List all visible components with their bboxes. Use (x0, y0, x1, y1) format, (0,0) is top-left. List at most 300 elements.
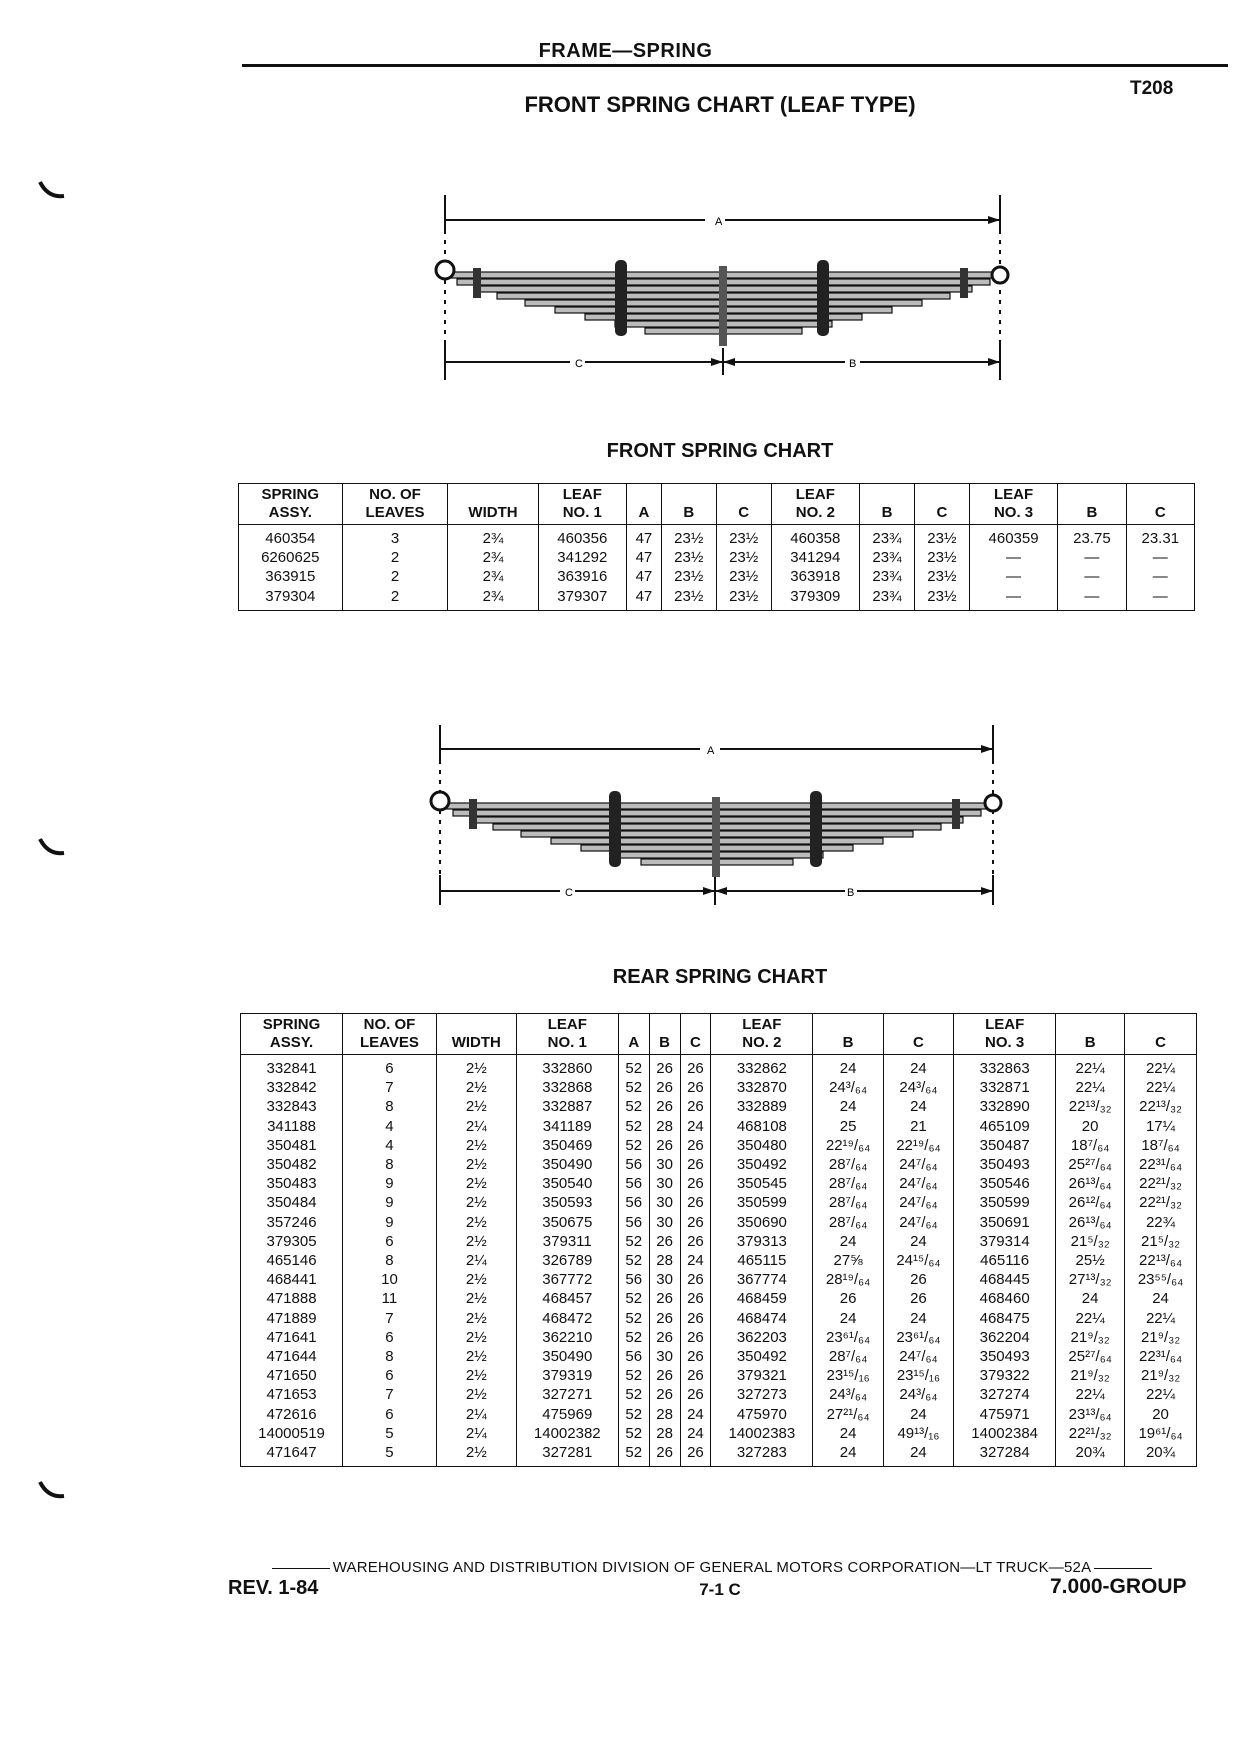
table-cell: 362204 (954, 1328, 1056, 1347)
table-cell: 2½ (436, 1443, 516, 1467)
table-cell: 26¹³/₆₄ (1056, 1174, 1125, 1193)
table-cell: 379311 (516, 1232, 618, 1251)
table-row (241, 1309, 1197, 1328)
table-cell: 24⁷/₆₄ (883, 1155, 953, 1174)
table-cell: 332862 (711, 1055, 813, 1079)
table-cell: 28⁷/₆₄ (813, 1174, 883, 1193)
table-cell: 363915 (239, 567, 343, 586)
table-cell: 25½ (1056, 1251, 1125, 1270)
table-cell: 24 (813, 1055, 883, 1079)
table-cell: 14002383 (711, 1424, 813, 1443)
table-cell: 472616 (241, 1405, 343, 1424)
table-cell: 22¹³/₆₄ (1125, 1251, 1197, 1270)
table-cell: 30 (649, 1155, 680, 1174)
table-cell: 22³¹/₆₄ (1125, 1347, 1197, 1366)
table-cell: 23.75 (1058, 525, 1126, 549)
table-cell: 22¹³/₃₂ (1125, 1097, 1197, 1116)
table-cell: 21⁵/₃₂ (1125, 1232, 1197, 1251)
table-cell: 2 (342, 587, 448, 611)
table-cell: 24 (813, 1232, 883, 1251)
table-cell: 4 (343, 1136, 437, 1155)
table-cell: 2¾ (448, 548, 538, 567)
table-cell: 24¹⁵/₆₄ (883, 1251, 953, 1270)
table-cell: 23⁵⁵/₆₄ (1125, 1270, 1197, 1289)
table-cell: 52 (618, 1385, 649, 1404)
table-cell: 22¼ (1125, 1078, 1197, 1097)
table-cell: 26 (649, 1232, 680, 1251)
table-cell: 20¾ (1125, 1443, 1197, 1467)
table-cell: 52 (618, 1443, 649, 1467)
table-cell: 327273 (711, 1385, 813, 1404)
table-cell: 23½ (716, 567, 771, 586)
table-cell: 28 (649, 1405, 680, 1424)
table-cell: 30 (649, 1174, 680, 1193)
table-cell: 28 (649, 1424, 680, 1443)
table-cell: 26 (680, 1270, 711, 1289)
column-header: WIDTH (448, 484, 538, 525)
table-cell: 357246 (241, 1213, 343, 1232)
table-cell: 2¼ (436, 1405, 516, 1424)
table-cell: 332841 (241, 1055, 343, 1079)
table-cell: 24⁷/₆₄ (883, 1347, 953, 1366)
table-cell: 23¹⁵/₁₆ (883, 1366, 953, 1385)
footer-dash (272, 1568, 330, 1569)
table-cell: 22¹⁹/₆₄ (883, 1136, 953, 1155)
table-cell: 3 (342, 525, 448, 549)
table-cell: 21 (883, 1117, 953, 1136)
table-cell: 27⅝ (813, 1251, 883, 1270)
table-cell: 22¼ (1056, 1078, 1125, 1097)
table-cell: 350481 (241, 1136, 343, 1155)
table-cell: 22¼ (1056, 1385, 1125, 1404)
table-cell: 22¹⁹/₆₄ (813, 1136, 883, 1155)
table-cell: 22¼ (1125, 1385, 1197, 1404)
table-row (241, 1055, 1197, 1079)
table-cell: 7 (343, 1309, 437, 1328)
table-cell: 23¾ (860, 587, 915, 611)
table-cell: 26 (680, 1174, 711, 1193)
table-cell: 52 (618, 1309, 649, 1328)
table-cell: 24 (883, 1443, 953, 1467)
table-cell: 14002384 (954, 1424, 1056, 1443)
dimension-a-label: A (715, 216, 723, 228)
table-cell: 468472 (516, 1309, 618, 1328)
table-cell: 332870 (711, 1078, 813, 1097)
table-cell: 22²¹/₃₂ (1125, 1193, 1197, 1212)
table-cell: 468459 (711, 1289, 813, 1308)
revision-label: REV. 1-84 (228, 1577, 319, 1599)
table-cell: 20¾ (1056, 1443, 1125, 1467)
table-cell: 52 (618, 1289, 649, 1308)
table-cell: 52 (618, 1136, 649, 1155)
table-cell: 2 (342, 567, 448, 586)
table-cell: 332842 (241, 1078, 343, 1097)
table-row (241, 1328, 1197, 1347)
table-cell: 28 (649, 1251, 680, 1270)
table-cell: 6 (343, 1366, 437, 1385)
table-cell: 8 (343, 1155, 437, 1174)
table-cell: 14000519 (241, 1424, 343, 1443)
table-cell: 23½ (914, 587, 969, 611)
table-cell: 2 (342, 548, 448, 567)
table-cell: 465116 (954, 1251, 1056, 1270)
table-cell: 471889 (241, 1309, 343, 1328)
rear-spring-diagram (425, 725, 1015, 935)
table-cell: 30 (649, 1213, 680, 1232)
table-cell: 18⁷/₆₄ (1056, 1136, 1125, 1155)
table-row (241, 1097, 1197, 1116)
table-cell: — (1058, 567, 1126, 586)
column-header: C (914, 484, 969, 525)
table-cell: 26 (649, 1385, 680, 1404)
group-label: 7.000-GROUP (1050, 1575, 1187, 1598)
table-row (241, 1424, 1197, 1443)
table-cell: 52 (618, 1251, 649, 1270)
table-cell: 25²⁷/₆₄ (1056, 1155, 1125, 1174)
table-cell: 26 (813, 1289, 883, 1308)
dimension-a-label: A (707, 745, 715, 757)
table-row (241, 1289, 1197, 1308)
column-header: WIDTH (436, 1014, 516, 1055)
table-cell: 465146 (241, 1251, 343, 1270)
table-cell: 30 (649, 1193, 680, 1212)
table-cell: 22¾ (1125, 1213, 1197, 1232)
table-cell: 6 (343, 1232, 437, 1251)
table-cell: 25²⁷/₆₄ (1056, 1347, 1125, 1366)
table-cell: 26¹³/₆₄ (1056, 1213, 1125, 1232)
table-cell: 28⁷/₆₄ (813, 1193, 883, 1212)
table-cell: 22²¹/₃₂ (1056, 1424, 1125, 1443)
table-cell: 475969 (516, 1405, 618, 1424)
table-cell: 47 (627, 548, 662, 567)
table-cell: 7 (343, 1078, 437, 1097)
table-cell: 26 (680, 1193, 711, 1212)
table-cell: 24 (883, 1309, 953, 1328)
table-cell: 350469 (516, 1136, 618, 1155)
table-cell: 23½ (661, 525, 716, 549)
column-header: B (1056, 1014, 1125, 1055)
footer-dash (1094, 1568, 1152, 1569)
table-cell: 2½ (436, 1328, 516, 1347)
table-cell: 24 (883, 1055, 953, 1079)
table-cell: 2½ (436, 1289, 516, 1308)
table-cell: 26 (680, 1347, 711, 1366)
table-cell: 460359 (969, 525, 1057, 549)
table-cell: 326789 (516, 1251, 618, 1270)
table-cell: 350675 (516, 1213, 618, 1232)
table-cell: 21⁵/₃₂ (1056, 1232, 1125, 1251)
table-cell: 327284 (954, 1443, 1056, 1467)
table-cell: 468441 (241, 1270, 343, 1289)
table-cell: 26 (649, 1328, 680, 1347)
front-spring-table (238, 483, 1195, 611)
table-cell: 24³/₆₄ (813, 1078, 883, 1097)
table-cell: 26 (680, 1443, 711, 1467)
dimension-b-label: B (847, 887, 855, 899)
table-cell: 23½ (914, 567, 969, 586)
table-cell: 26 (680, 1155, 711, 1174)
table-cell: 332887 (516, 1097, 618, 1116)
table-cell: 2¼ (436, 1251, 516, 1270)
table-cell: 52 (618, 1078, 649, 1097)
table-cell: 47 (627, 525, 662, 549)
table-row (241, 1213, 1197, 1232)
table-cell: 379309 (771, 587, 859, 611)
table-cell: 23¹³/₆₄ (1056, 1405, 1125, 1424)
table-cell: 379314 (954, 1232, 1056, 1251)
table-row (241, 1270, 1197, 1289)
table-cell: 28¹⁹/₆₄ (813, 1270, 883, 1289)
rear-chart-title: REAR SPRING CHART (612, 966, 828, 988)
table-row (239, 587, 1195, 611)
table-cell: 52 (618, 1424, 649, 1443)
table-cell: 327281 (516, 1443, 618, 1467)
table-cell: 350593 (516, 1193, 618, 1212)
table-cell: 24⁷/₆₄ (883, 1213, 953, 1232)
table-row (241, 1347, 1197, 1366)
table-cell: 2½ (436, 1309, 516, 1328)
table-cell: 23½ (914, 548, 969, 567)
table-cell: — (1058, 548, 1126, 567)
dimension-c-label: C (575, 358, 583, 370)
table-cell: 24⁷/₆₄ (883, 1193, 953, 1212)
table-cell: 24 (813, 1443, 883, 1467)
table-cell: 2½ (436, 1366, 516, 1385)
table-cell: 350493 (954, 1155, 1056, 1174)
table-cell: 350599 (711, 1193, 813, 1212)
column-header: LEAF NO. 2 (711, 1014, 813, 1055)
table-cell: 2½ (436, 1193, 516, 1212)
table-cell: 2½ (436, 1055, 516, 1079)
table-cell: 5 (343, 1424, 437, 1443)
table-cell: 6 (343, 1405, 437, 1424)
table-row (241, 1251, 1197, 1270)
table-cell: 2½ (436, 1078, 516, 1097)
table-cell: 21⁹/₃₂ (1125, 1328, 1197, 1347)
table-cell: 24 (883, 1232, 953, 1251)
table-cell: — (1126, 548, 1194, 567)
table-cell: 471653 (241, 1385, 343, 1404)
table-cell: 327271 (516, 1385, 618, 1404)
binder-hole-mark (38, 835, 66, 861)
table-cell: 363918 (771, 567, 859, 586)
table-cell: 24 (680, 1405, 711, 1424)
table-cell: 26 (680, 1078, 711, 1097)
table-cell: 30 (649, 1347, 680, 1366)
table-cell: 23½ (914, 525, 969, 549)
table-cell: 367772 (516, 1270, 618, 1289)
table-cell: 21⁹/₃₂ (1125, 1366, 1197, 1385)
table-cell: 23½ (661, 587, 716, 611)
table-cell: 21⁹/₃₂ (1056, 1366, 1125, 1385)
table-cell: 379321 (711, 1366, 813, 1385)
header-rule (242, 64, 1228, 67)
table-cell: 52 (618, 1366, 649, 1385)
table-cell: 22¼ (1125, 1309, 1197, 1328)
table-cell: 341189 (516, 1117, 618, 1136)
page-header-title: FRAME—SPRING (538, 40, 713, 62)
table-cell: 332890 (954, 1097, 1056, 1116)
table-cell: 2¾ (448, 587, 538, 611)
front-chart-title: FRONT SPRING CHART (606, 440, 834, 462)
table-cell: 468475 (954, 1309, 1056, 1328)
table-cell: — (1126, 567, 1194, 586)
column-header: C (1125, 1014, 1197, 1055)
table-cell: 379319 (516, 1366, 618, 1385)
table-cell: 23½ (716, 587, 771, 611)
table-cell: 362203 (711, 1328, 813, 1347)
column-header: A (627, 484, 662, 525)
table-cell: 2½ (436, 1232, 516, 1251)
table-cell: 468445 (954, 1270, 1056, 1289)
table-cell: 379304 (239, 587, 343, 611)
chart-heading: FRONT SPRING CHART (LEAF TYPE) (524, 92, 916, 117)
table-cell: 24 (1125, 1289, 1197, 1308)
table-cell: 22³¹/₆₄ (1125, 1155, 1197, 1174)
table-cell: 21⁹/₃₂ (1056, 1328, 1125, 1347)
table-cell: 332843 (241, 1097, 343, 1116)
table-cell: 17¼ (1125, 1117, 1197, 1136)
table-cell: 52 (618, 1405, 649, 1424)
table-cell: 332860 (516, 1055, 618, 1079)
table-cell: 350482 (241, 1155, 343, 1174)
table-cell: 24 (1056, 1289, 1125, 1308)
column-header: B (649, 1014, 680, 1055)
table-row (239, 525, 1195, 549)
table-cell: 56 (618, 1193, 649, 1212)
table-cell: 350487 (954, 1136, 1056, 1155)
table-cell: 2½ (436, 1097, 516, 1116)
table-cell: 23⁶¹/₆₄ (813, 1328, 883, 1347)
table-cell: 367774 (711, 1270, 813, 1289)
table-cell: 26 (680, 1055, 711, 1079)
footer-division-text: WAREHOUSING AND DISTRIBUTION DIVISION OF GENERAL MOTORS CORPORATION—LT TRUCK—52A (332, 1559, 1092, 1576)
table-cell: 26 (649, 1443, 680, 1467)
table-cell: 2½ (436, 1385, 516, 1404)
table-cell: 20 (1056, 1117, 1125, 1136)
table-cell: 26 (883, 1289, 953, 1308)
table-cell: 27¹³/₃₂ (1056, 1270, 1125, 1289)
table-cell: 341294 (771, 548, 859, 567)
table-cell: 56 (618, 1270, 649, 1289)
table-cell: 10 (343, 1270, 437, 1289)
table-cell: 24³/₆₄ (813, 1385, 883, 1404)
table-cell: 24 (680, 1424, 711, 1443)
table-cell: 460356 (538, 525, 626, 549)
table-cell: 350484 (241, 1193, 343, 1212)
table-cell: 23¹⁵/₁₆ (813, 1366, 883, 1385)
table-row (241, 1078, 1197, 1097)
table-cell: — (1126, 587, 1194, 611)
table-cell: 8 (343, 1251, 437, 1270)
column-header: LEAF NO. 2 (771, 484, 859, 525)
table-cell: 24 (813, 1309, 883, 1328)
table-cell: 9 (343, 1213, 437, 1232)
page-number: 7-1 C (699, 1580, 741, 1599)
table-cell: — (1058, 587, 1126, 611)
column-header: LEAF NO. 1 (538, 484, 626, 525)
table-cell: 52 (618, 1232, 649, 1251)
table-cell: 363916 (538, 567, 626, 586)
table-row (241, 1366, 1197, 1385)
table-cell: 2½ (436, 1174, 516, 1193)
column-header: NO. OF LEAVES (342, 484, 448, 525)
table-cell: — (969, 567, 1057, 586)
table-cell: 52 (618, 1097, 649, 1116)
table-cell: 2¾ (448, 567, 538, 586)
table-cell: 332889 (711, 1097, 813, 1116)
table-cell: 350480 (711, 1136, 813, 1155)
column-header: C (883, 1014, 953, 1055)
table-cell: 26 (680, 1232, 711, 1251)
table-cell: 332863 (954, 1055, 1056, 1079)
table-row (241, 1193, 1197, 1212)
table-cell: 332868 (516, 1078, 618, 1097)
table-cell: 52 (618, 1117, 649, 1136)
table-cell: 9 (343, 1174, 437, 1193)
table-cell: 23⁶¹/₆₄ (883, 1328, 953, 1347)
table-cell: 24 (813, 1424, 883, 1443)
column-header: B (1058, 484, 1126, 525)
table-cell: 23½ (716, 525, 771, 549)
table-cell: 26 (680, 1097, 711, 1116)
table-cell: 24³/₆₄ (883, 1385, 953, 1404)
table-cell: 52 (618, 1328, 649, 1347)
table-cell: 27²¹/₆₄ (813, 1405, 883, 1424)
table-cell: 2¼ (436, 1424, 516, 1443)
column-header: SPRING ASSY. (239, 484, 343, 525)
table-cell: 460354 (239, 525, 343, 549)
table-cell: 23½ (716, 548, 771, 567)
table-cell: 379307 (538, 587, 626, 611)
table-cell: 23½ (661, 548, 716, 567)
table-cell: 28 (649, 1117, 680, 1136)
table-cell: 26 (649, 1055, 680, 1079)
table-cell: 379305 (241, 1232, 343, 1251)
table-cell: 2½ (436, 1213, 516, 1232)
table-cell: 26 (649, 1078, 680, 1097)
table-cell: 24 (883, 1405, 953, 1424)
table-cell: 26 (883, 1270, 953, 1289)
table-cell: 24 (680, 1251, 711, 1270)
table-cell: 47 (627, 567, 662, 586)
table-cell: 26 (649, 1309, 680, 1328)
column-header: LEAF NO. 3 (954, 1014, 1056, 1055)
table-cell: 468460 (954, 1289, 1056, 1308)
column-header: B (813, 1014, 883, 1055)
table-cell: 22¼ (1056, 1309, 1125, 1328)
table-cell: 327274 (954, 1385, 1056, 1404)
table-cell: 22¼ (1125, 1055, 1197, 1079)
table-cell: 465109 (954, 1117, 1056, 1136)
table-cell: 332871 (954, 1078, 1056, 1097)
table-cell: 327283 (711, 1443, 813, 1467)
table-cell: 23.31 (1126, 525, 1194, 549)
table-cell: 24 (813, 1097, 883, 1116)
table-cell: 52 (618, 1055, 649, 1079)
table-row (241, 1232, 1197, 1251)
table-row (241, 1443, 1197, 1467)
table-cell: 20 (1125, 1405, 1197, 1424)
table-cell: 350690 (711, 1213, 813, 1232)
table-cell: 471650 (241, 1366, 343, 1385)
table-cell: 8 (343, 1097, 437, 1116)
table-cell: 23½ (661, 567, 716, 586)
table-cell: 22²¹/₃₂ (1125, 1174, 1197, 1193)
column-header: C (716, 484, 771, 525)
table-cell: — (969, 587, 1057, 611)
table-cell: 475970 (711, 1405, 813, 1424)
